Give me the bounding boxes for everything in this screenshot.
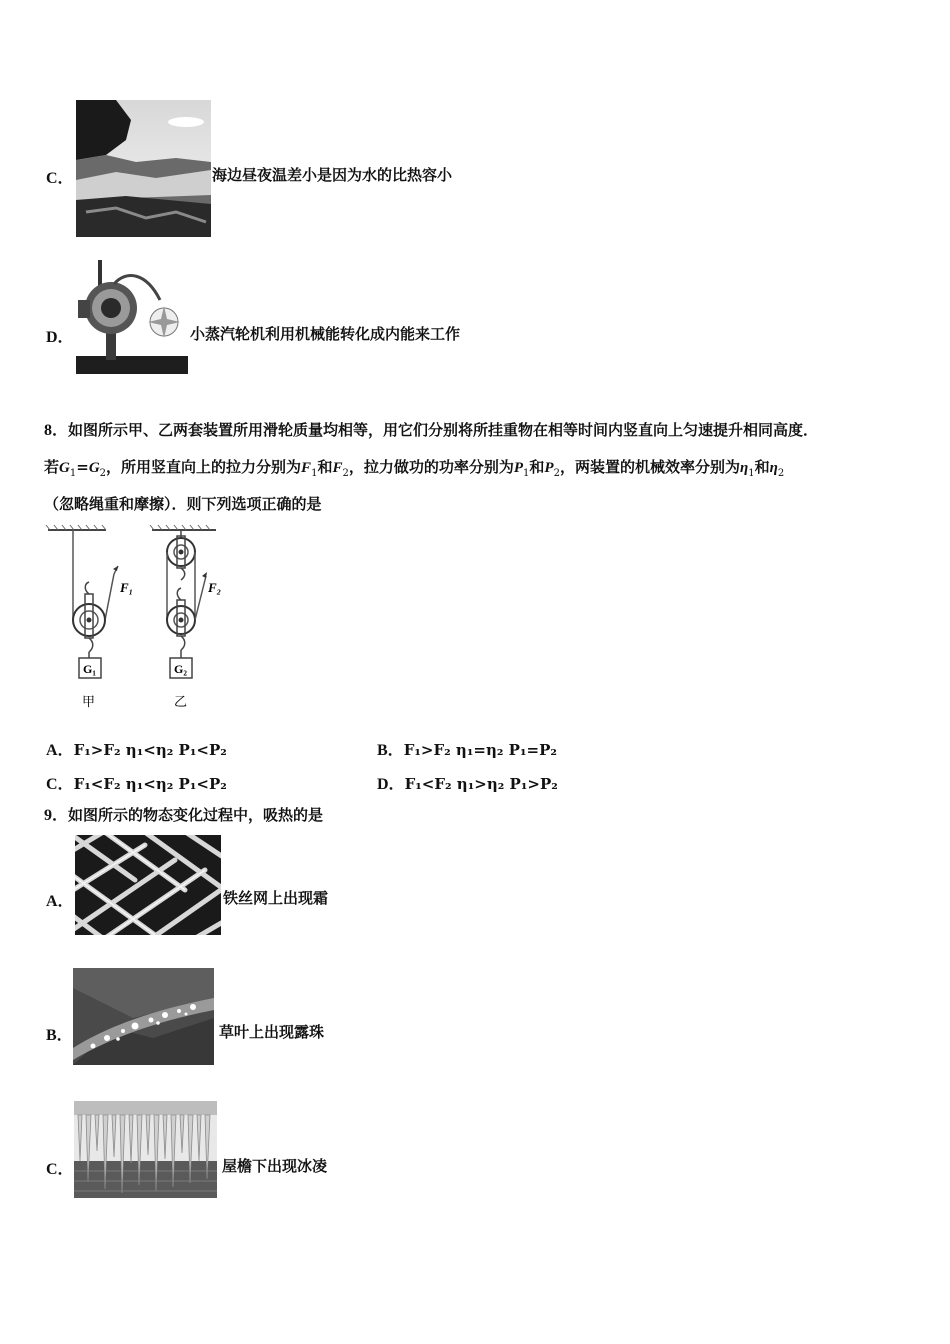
q8-option-a-letter: A． <box>46 742 74 759</box>
q8-text-power: ，拉力做功的功率分别为 <box>348 458 514 476</box>
seaside-photo <box>76 100 211 237</box>
q8-option-c[interactable] <box>46 771 227 794</box>
q9-stem-text: 如图所示的物态变化过程中，吸热的是 <box>68 806 324 824</box>
q8-text-and-1: 和 <box>317 458 333 476</box>
q7-option-d-text: 小蒸汽轮机利用机械能转化成内能来工作 <box>190 325 461 343</box>
q9-option-b-text: 草叶上出现露珠 <box>219 1023 325 1041</box>
q8-option-d-letter: D． <box>377 776 405 793</box>
q8-text-efficiency: ，两装置的机械效率分别为 <box>559 458 740 476</box>
q8-option-b[interactable] <box>377 737 557 760</box>
frost-wire-mesh-photo <box>75 835 221 935</box>
dew-grass-photo <box>73 968 214 1065</box>
q8-option-c-letter: C． <box>46 776 74 793</box>
q7-option-d-letter: D． <box>46 329 74 346</box>
q9-number: 9． <box>44 807 69 824</box>
figure-label-yi: 乙 <box>174 694 188 709</box>
q7-option-c-letter: C． <box>46 170 74 187</box>
q8-option-b-text: F₁>F₂ η₁=η₂ P₁=P₂ <box>403 741 557 759</box>
q7-option-c-text: 海边昼夜温差小是因为水的比热容小 <box>212 166 453 184</box>
q9-option-a-letter: A． <box>46 893 74 910</box>
q8-stem-line1: 如图所示甲、乙两套装置所用滑轮质量均相等，用它们分别将所挂重物在相等时间内竖直向上匀速提升相同高度． <box>68 421 819 439</box>
q8-text-and-2: 和 <box>529 458 545 476</box>
q8-option-d[interactable] <box>377 771 558 794</box>
q8-option-b-letter: B． <box>377 742 404 759</box>
force-label-f1: F₁ <box>120 580 134 595</box>
q8-text-force: ，所用竖直向上的拉力分别为 <box>106 458 302 476</box>
icicles-photo <box>74 1101 217 1198</box>
q8-line-3: （忽略绳重和摩擦）．则下列选项正确的是 <box>44 495 322 513</box>
weight-label-g1: G₁ <box>83 662 96 676</box>
q9-option-c-text: 屋檐下出现冰凌 <box>222 1157 328 1175</box>
q9-option-c-letter: C． <box>46 1161 74 1178</box>
q8-line-1 <box>44 420 904 441</box>
q8-text-if: 若 <box>44 458 60 476</box>
q8-line-2: 若$G_1=G_2$，所用竖直向上的拉力分别为$F_1$和$F_2$，拉力做功的功率分别为$P_1$和$P_2$，两装置的机械效率分别为$\eta_1$和$\eta_2$ <box>44 458 785 479</box>
force-label-f2: F₂ <box>208 580 222 595</box>
q9-option-a-text: 铁丝网上出现霜 <box>223 889 329 907</box>
q8-text-and-3: 和 <box>754 458 770 476</box>
pulley-diagram <box>44 524 234 714</box>
steam-turbine-photo <box>76 260 188 385</box>
q9-option-b-letter: B． <box>46 1027 73 1044</box>
q9-stem <box>44 805 904 826</box>
q8-option-c-text: F₁<F₂ η₁<η₂ P₁<P₂ <box>73 775 227 793</box>
weight-label-g2: G₂ <box>174 662 187 676</box>
q8-number: 8． <box>44 422 69 439</box>
q8-option-a-text: F₁>F₂ η₁<η₂ P₁<P₂ <box>73 741 227 759</box>
q8-option-d-text: F₁<F₂ η₁>η₂ P₁>P₂ <box>404 775 558 793</box>
q8-option-a[interactable] <box>46 737 227 760</box>
figure-label-jia: 甲 <box>82 694 96 709</box>
